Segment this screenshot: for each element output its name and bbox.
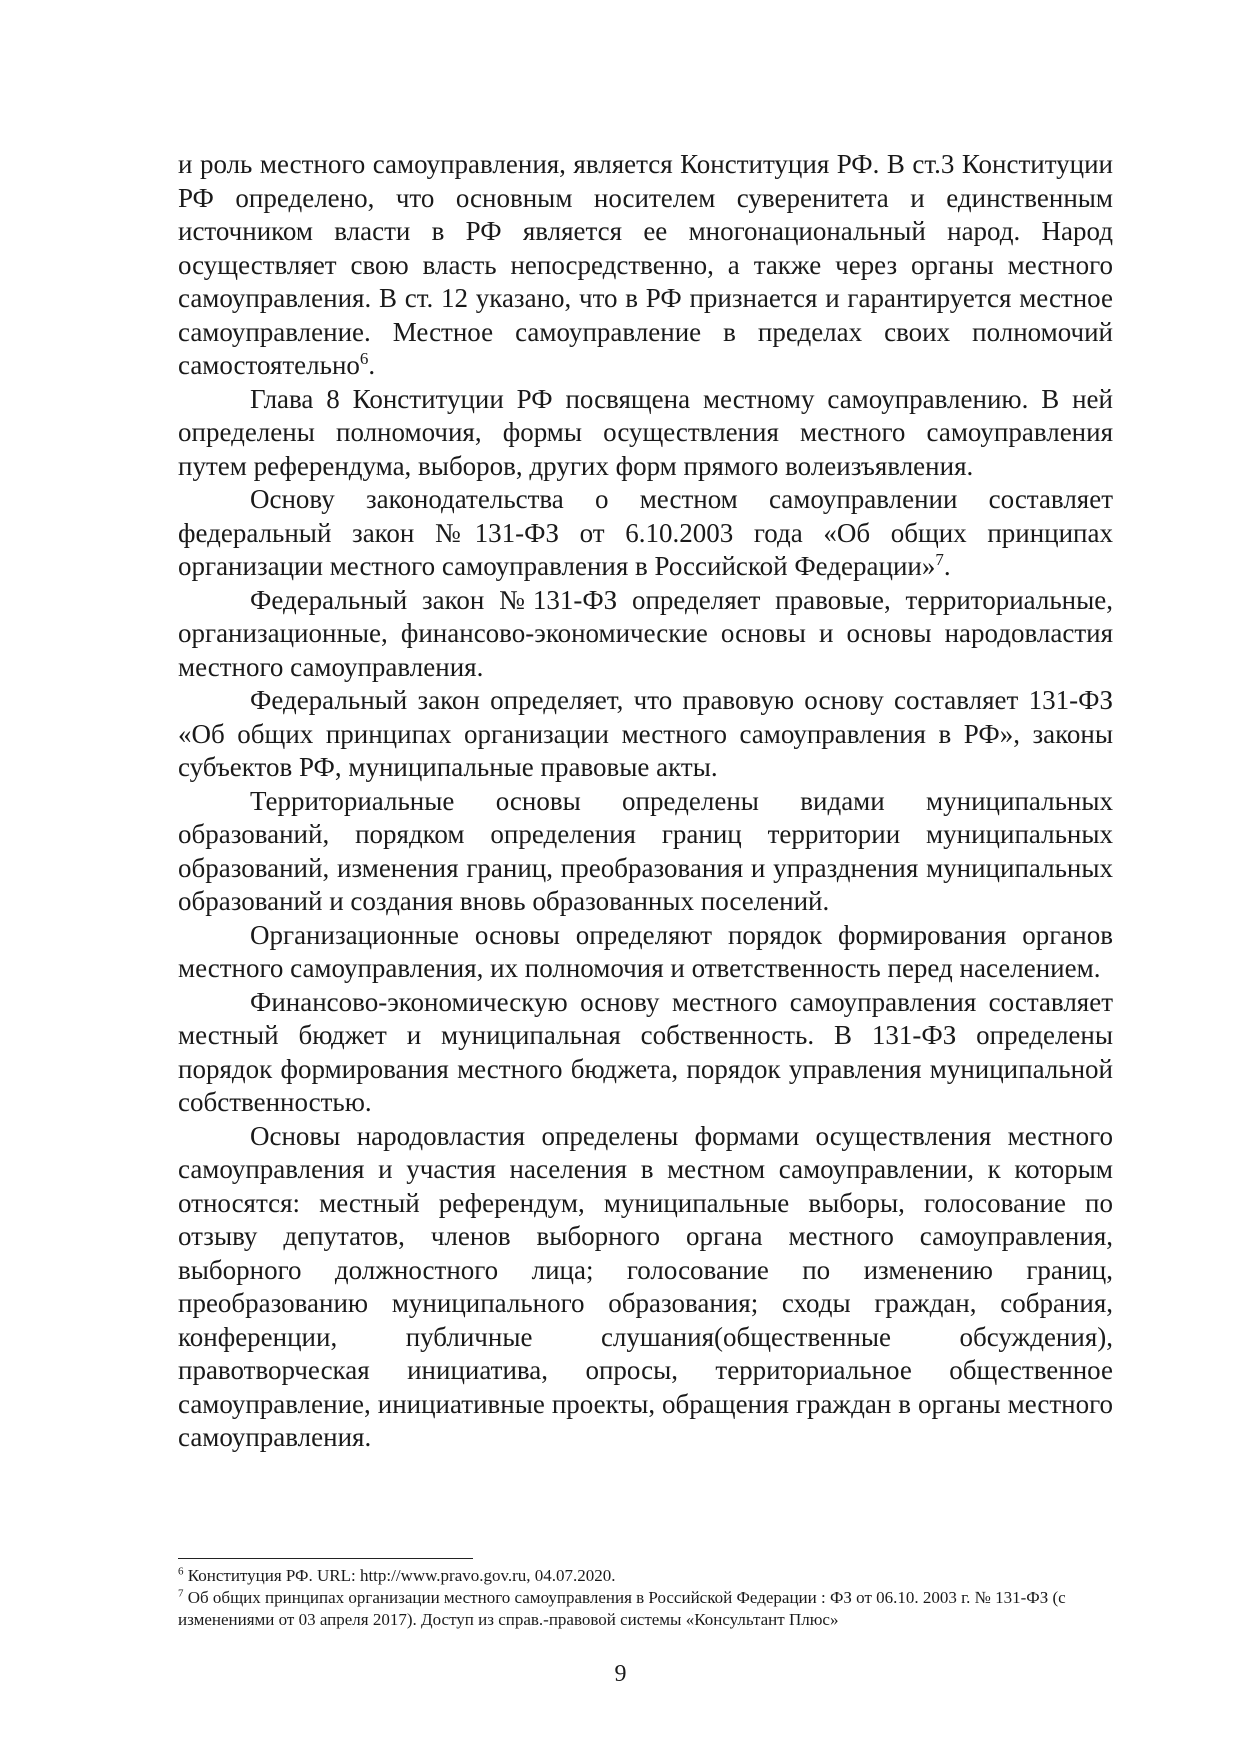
paragraph-tail: . <box>943 551 951 581</box>
footnote-text: Конституция РФ. URL: http://www.pravo.gov.ru, 04.07.2020. <box>183 1566 616 1585</box>
footnotes <box>178 1565 1113 1631</box>
paragraph-text: Финансово-экономическую основу местного самоуправления составляет местный бюджет и муниципальная собственность. В 131-ФЗ определены порядок формирования местного бюджета, порядок управления муниципальной собственностью. <box>178 986 1113 1117</box>
paragraph-text: Территориальные основы определены видами муниципальных образований, порядком определения границ территории муниципальных образований, изменения границ, преобразования и упразднения муниципальных образований и создания вновь образованных поселений. <box>178 785 1113 916</box>
footnote-ref-7[interactable]: 7 <box>935 550 944 569</box>
paragraph-text: Основу законодательства о местном самоуправлении составляет федеральный закон №131-ФЗ от 6.10.2003 года «Об общих принципах организации местного самоуправления в Российской Федерации» <box>178 484 1113 581</box>
paragraph-federal-law-defines <box>178 584 1113 685</box>
paragraph-text: Основы народовластия определены формами осуществления местного самоуправления и участия населения в местном самоуправлении, к которым относятся: местный референдум, муниципальные выборы, голосование по отзыву депутатов, членов выборного органа местного самоуправления, выборного должностного лица; голосование по изменению границ, преобразованию муниципального образования; сходы граждан, собрания, конференции, публичные слушания(общественные обсуждения), правотворческая инициатива, опросы, территориальное общественное самоуправление, инициативные проекты, обращения граждан в органы местного самоуправления. <box>178 1120 1113 1452</box>
footnote-mark: 7 <box>178 1587 184 1600</box>
paragraph-text: Федеральный закон №131-ФЗ определяет правовые, территориальные, организационные, финансово-экономические основы и основы народовластия местного самоуправления. <box>178 584 1113 682</box>
paragraph-text: Глава 8 Конституции РФ посвящена местному самоуправлению. В ней определены полномочия, формы осуществления местного самоуправления путем референдума, выборов, других форм прямого волеизъявления. <box>178 383 1113 481</box>
paragraph-financial-basis <box>178 986 1113 1120</box>
paragraph-tail: . <box>368 350 376 380</box>
paragraph-democracy-basis <box>178 1120 1113 1455</box>
footnote-7 <box>178 1587 1113 1631</box>
paragraph-constitution-role <box>178 148 1113 383</box>
paragraph-law-basis <box>178 483 1113 584</box>
footnote-ref-6[interactable]: 6 <box>359 349 369 368</box>
footnote-text: Об общих принципах организации местного самоуправления в Российской Федерации : ФЗ от 06.10. 2003 г. № 131-ФЗ (с изменениями от 03 апреля 2017). Доступ из справ.-правовой системы «Консультант Плюс» <box>178 1588 1066 1629</box>
paragraph-organizational-basis <box>178 919 1113 986</box>
paragraph-text: и роль местного самоуправления, является Конституция РФ. В ст.3 Конституции РФ определено, что основным носителем суверенитета и единственным источником власти в РФ является ее многонациональный народ. Народ осуществляет свою власть непосредственно, а также через органы местного самоуправления. В ст. 12 указано, что в РФ признается и гарантируется местное самоуправление. Местное самоуправление в пределах своих полномочий самостоятельно <box>178 149 1113 380</box>
paragraph-text: Федеральный закон определяет, что правовую основу составляет 131-ФЗ «Об общих принципах организации местного самоуправления в РФ», законы субъектов РФ, муниципальные правовые акты. <box>178 685 1113 782</box>
paragraph-text: Организационные основы определяют порядок формирования органов местного самоуправления, их полномочия и ответственность перед населением. <box>178 919 1113 983</box>
page-body <box>178 148 1113 1455</box>
footnote-6 <box>178 1565 1113 1587</box>
page-number: 9 <box>614 1661 627 1687</box>
paragraph-legal-basis <box>178 684 1113 785</box>
paragraph-chapter-8 <box>178 383 1113 484</box>
footnote-separator <box>178 1558 473 1559</box>
footnote-mark: 6 <box>178 1565 184 1578</box>
paragraph-territorial-basis <box>178 785 1113 919</box>
